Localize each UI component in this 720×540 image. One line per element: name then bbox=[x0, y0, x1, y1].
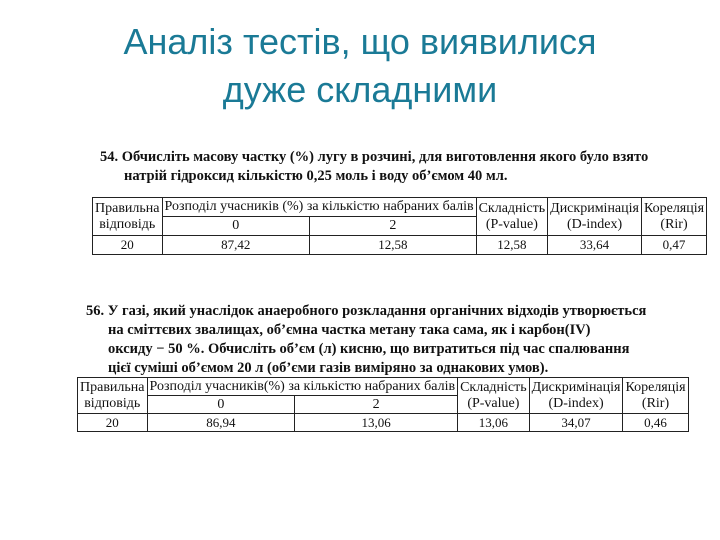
table-row bbox=[93, 236, 707, 255]
cell-rir: 0,47 bbox=[641, 236, 706, 255]
cell-answer: 20 bbox=[93, 236, 163, 255]
question-56-stats-table bbox=[77, 377, 689, 432]
question-56-text-line4: цієї суміші об’ємом 20 л (об’єми газів виміряно за однакових умов). bbox=[108, 360, 549, 376]
cell-pct-0: 86,94 bbox=[147, 414, 295, 432]
question-54-text-line2: натрій гідроксид кількістю 0,25 моль і воду об’ємом 40 мл. bbox=[124, 168, 508, 184]
slide-title bbox=[0, 18, 720, 114]
slide-title-line2: дуже складними bbox=[222, 69, 498, 110]
slide-title-line1: Аналіз тестів, що виявилися bbox=[123, 21, 597, 62]
header-score-0: 0 bbox=[162, 217, 310, 236]
header-discrimination-line1: Дискримінація bbox=[550, 200, 639, 216]
question-54-text-line1: Обчисліть масову частку (%) лугу в розчині, для виготовлення якого було взято bbox=[121, 149, 649, 165]
header-difficulty bbox=[458, 378, 530, 414]
header-discrimination-line1: Дискримінація bbox=[531, 379, 621, 395]
cell-p-value: 13,06 bbox=[458, 414, 530, 432]
header-correlation-line2: (Rir) bbox=[641, 395, 670, 411]
header-score-2: 2 bbox=[295, 396, 458, 414]
cell-pct-2: 13,06 bbox=[295, 414, 458, 432]
header-correct-answer-line1: Правильна bbox=[80, 379, 145, 395]
cell-rir: 0,46 bbox=[623, 414, 688, 432]
cell-p-value: 12,58 bbox=[476, 236, 548, 255]
question-56-text-line3: оксиду − 50 %. Обчисліть об’єм (л) кисню, що витратиться під час спалювання bbox=[108, 341, 630, 357]
header-correct-answer-line2: відповідь bbox=[84, 395, 141, 411]
header-correlation-line1: Кореляція bbox=[625, 379, 686, 395]
header-difficulty-line1: Складність bbox=[460, 379, 527, 395]
question-54 bbox=[100, 148, 660, 186]
cell-pct-0: 87,42 bbox=[162, 236, 310, 255]
header-difficulty bbox=[476, 198, 548, 236]
question-56-number: 56. bbox=[86, 303, 105, 319]
header-correlation bbox=[641, 198, 706, 236]
question-54-stats-table bbox=[92, 197, 707, 255]
header-discrimination-line2: (D-index) bbox=[566, 216, 623, 232]
header-score-2: 2 bbox=[310, 217, 476, 236]
header-discrimination bbox=[548, 198, 642, 236]
cell-d-index: 33,64 bbox=[548, 236, 642, 255]
cell-d-index: 34,07 bbox=[529, 414, 623, 432]
question-54-number: 54. bbox=[100, 149, 119, 165]
header-correct-answer bbox=[93, 198, 163, 236]
cell-answer: 20 bbox=[78, 414, 148, 432]
table-row bbox=[78, 414, 689, 432]
header-distribution: Розподіл учасників (%) за кількістю набраних балів bbox=[162, 198, 476, 217]
header-correlation-line1: Кореляція bbox=[643, 200, 705, 216]
cell-pct-2: 12,58 bbox=[310, 236, 476, 255]
header-discrimination-line2: (D-index) bbox=[548, 395, 604, 411]
header-difficulty-line2: (P-value) bbox=[485, 216, 538, 232]
header-correct-answer bbox=[78, 378, 148, 414]
header-correct-answer-line1: Правильна bbox=[95, 200, 160, 216]
header-discrimination bbox=[529, 378, 623, 414]
header-correlation-line2: (Rir) bbox=[660, 216, 688, 232]
question-56-text-line2: на сміттєвих звалищах, об’ємна частка метану така сама, як і карбон(IV) bbox=[108, 322, 591, 338]
question-56-text-line1: У газі, який унаслідок анаеробного розкладання органічних відходів утворюється bbox=[107, 303, 647, 319]
question-56 bbox=[78, 302, 678, 378]
header-score-0: 0 bbox=[147, 396, 295, 414]
header-distribution: Розподіл учасників(%) за кількістю набраних балів bbox=[147, 378, 458, 396]
header-correlation bbox=[623, 378, 688, 414]
header-correct-answer-line2: відповідь bbox=[99, 216, 156, 232]
header-difficulty-line1: Складність bbox=[478, 200, 546, 216]
header-difficulty-line2: (P-value) bbox=[467, 395, 520, 411]
